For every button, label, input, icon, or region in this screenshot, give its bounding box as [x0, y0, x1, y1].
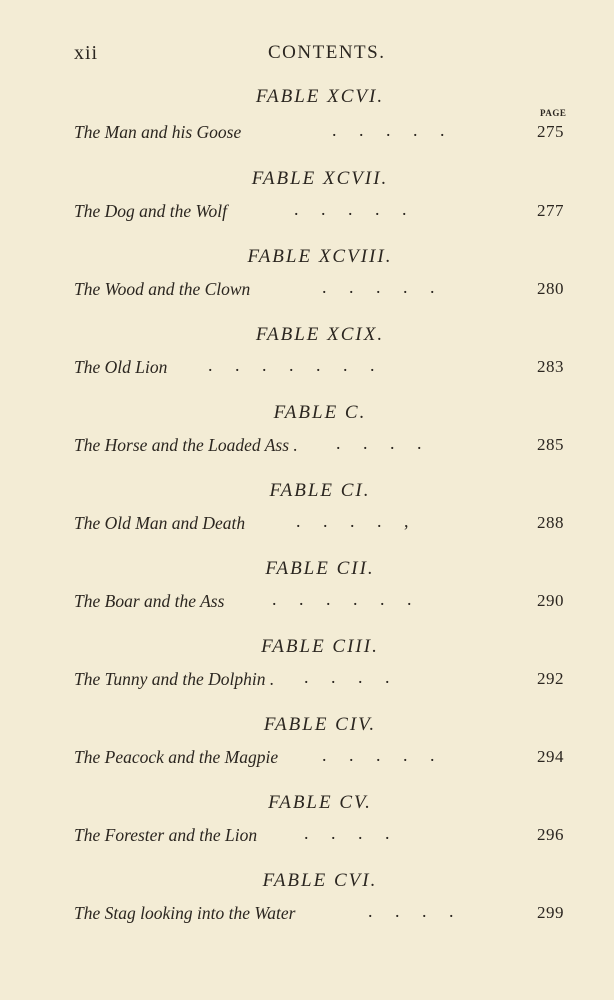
contents-entry	[74, 591, 564, 615]
entry-title: The Peacock and the Magpie	[74, 747, 279, 767]
contents-entry	[74, 279, 564, 303]
fable-heading: FABLE CV.	[268, 792, 372, 813]
entry-page-number: 299	[537, 903, 564, 922]
fable-heading: FABLE CII.	[265, 558, 375, 579]
fable-heading: FABLE CI.	[269, 480, 371, 501]
entry-title: The Old Man and Death	[74, 513, 246, 533]
fable-heading: FABLE XCVII.	[251, 168, 389, 189]
page-number: xii	[74, 42, 99, 64]
dot-leader: . . . .	[336, 433, 422, 453]
fable-heading: FABLE C.	[273, 402, 367, 423]
fable-heading: FABLE CIII.	[261, 636, 379, 657]
dot-leader: . . . . .	[322, 745, 435, 765]
entry-title: The Horse and the Loaded Ass .	[74, 435, 298, 455]
dot-leader: . . . .	[304, 823, 390, 843]
dot-leader: . . . . . . .	[208, 355, 375, 375]
contents-entry	[74, 825, 564, 849]
entry-title: The Boar and the Ass	[74, 591, 225, 611]
contents-entry	[74, 357, 564, 381]
contents-entry	[74, 513, 564, 537]
dot-leader: . . . . .	[322, 277, 435, 297]
dot-leader: . . . . .	[294, 199, 407, 219]
entry-page-number: 294	[537, 747, 564, 766]
entry-title: The Man and his Goose	[74, 122, 242, 142]
entry-page-number: 285	[537, 435, 564, 454]
entry-page-number: 296	[537, 825, 564, 844]
entry-page-number: 288	[537, 513, 564, 532]
entry-page-number: 290	[537, 591, 564, 610]
fable-heading: FABLE XCIX.	[255, 324, 385, 345]
entry-title: The Forester and the Lion	[74, 825, 258, 845]
entry-title: The Stag looking into the Water	[74, 903, 296, 923]
entry-title: The Old Lion	[74, 357, 168, 377]
contents-entry	[74, 435, 564, 459]
contents-entry	[74, 201, 564, 225]
entry-page-number: 275	[537, 122, 564, 141]
entry-title: The Wood and the Clown	[74, 279, 251, 299]
entry-title: The Tunny and the Dolphin .	[74, 669, 275, 689]
entry-page-number: 292	[537, 669, 564, 688]
fable-heading: FABLE XCVI.	[255, 86, 385, 107]
fable-heading: FABLE CIV.	[263, 714, 377, 735]
page-column-label: PAGE	[540, 108, 567, 118]
fable-heading: FABLE CVI.	[262, 870, 378, 891]
dot-leader: . . . .	[368, 901, 454, 921]
dot-leader: . . . . .	[332, 120, 445, 140]
contents-entry	[74, 669, 564, 693]
dot-leader: . . . . . .	[272, 589, 412, 609]
contents-entry	[74, 747, 564, 771]
contents-entry	[74, 903, 564, 927]
entry-title: The Dog and the Wolf	[74, 201, 227, 221]
contents-entry	[74, 122, 564, 146]
entry-page-number: 280	[537, 279, 564, 298]
entry-page-number: 277	[537, 201, 564, 220]
dot-leader: . . . .	[304, 667, 390, 687]
running-head: CONTENTS.	[268, 42, 386, 63]
fable-heading: FABLE XCVIII.	[247, 246, 393, 267]
dot-leader: . . . . ,	[296, 511, 409, 531]
entry-page-number: 283	[537, 357, 564, 376]
